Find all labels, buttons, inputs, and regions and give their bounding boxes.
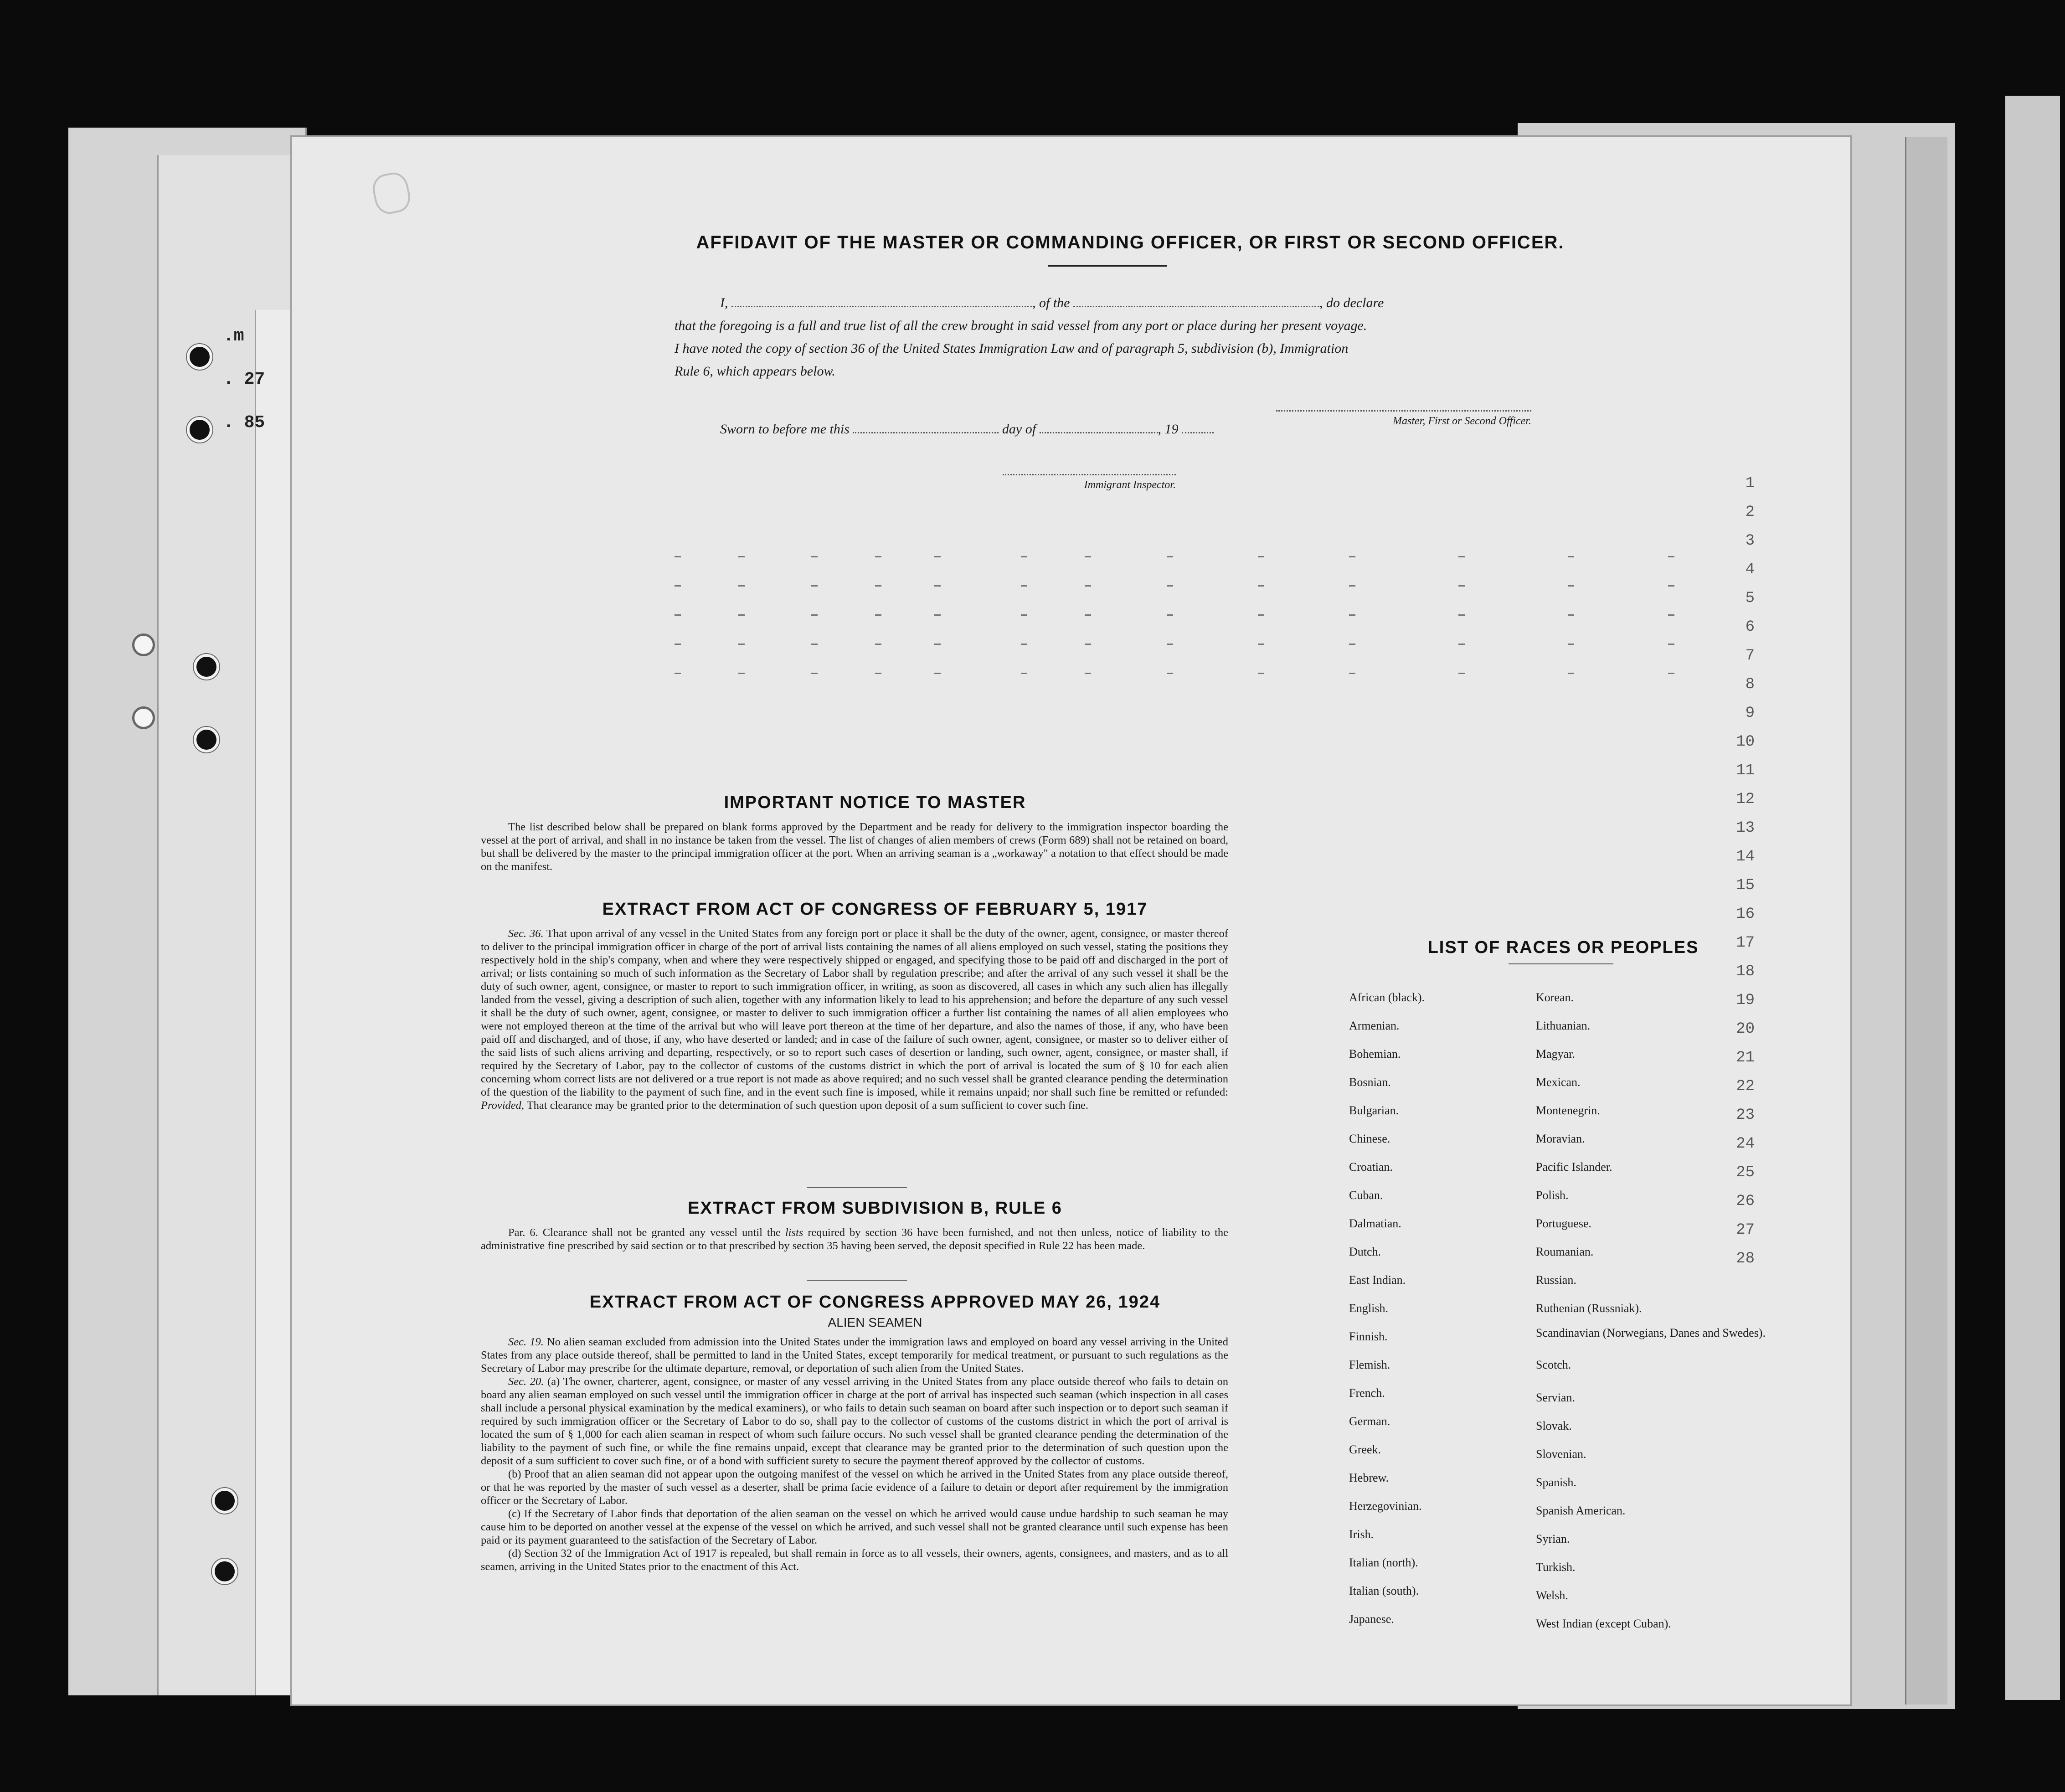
faint-row-number: 8 [1745,676,1755,693]
notice-paragraph: The list described below shall be prepared on blank forms approved by the Department and be ready for delivery to the immigration inspector boarding the vessel at the port of arrival, and shall in no instance be taken from the vessel. The list of changes of alien members of crews (Form 689) shall not be retained on board, but shall be delivered by the master to the principal immigration officer at the port. When an arriving seaman is a „workaway" a notation to that effect should be made on the manifest. [481,821,1228,873]
faint-row-number: 27 [1736,1221,1755,1239]
section-36-text: That upon arrival of any vessel in the United States from any foreign port or place it shall be the duty of the owner, agent, consignee, or master thereof to deliver to the principal immigration officer in charge of the port of arrival lists containing the names of all aliens employed on such vessel, stating the positions they respectively hold in the ship's company, when and where they were respectively shipped or engaged, and specifying those to be paid off and discharged in the port of arrival; or lists containing so much of such information as the Secretary of Labor shall by regulation prescribe; and after the arrival of any such vessel it shall be the duty of such owner, agent, consignee, or master to report to such immigration officer, in writing, as soon as discovered, all cases in which any such alien has illegally landed from the vessel, giving a description of such alien, together with any information likely to lead to his apprehension; and before the departure of any such vessel it shall be the duty of such owner, agent, consignee, or master to deliver to such immigration officer a further list containing the names of all alien employees who were not employed thereon at the time of the arrival but who will leave port thereon at the time of her departure, and also the names of those, if any, who have been paid off and discharged, and of those, if any, who have deserted or landed; and in case of the failure of such owner, agent, consignee, or master so to deliver either of the said lists of such aliens arriving and departing, respectively, or so to report such cases of desertion or landing, such owner, agent, consignee, or master shall, if required by the Secretary of Labor, pay to the collector of customs of the customs district in which the port of arrival is located the sum of § 10 for each alien concerning whom correct lists are not delivered or a true report is not made as above required; and no such vessel shall be granted clearance pending the determination of the question of the liability to the payment of such fine, and in the event such fine is imposed, while it remains unpaid; nor shall such fine be remitted or refunded: [481,927,1229,1098]
affidavit-do-declare: , do declare [1319,295,1384,310]
race-item: French. [1349,1386,1385,1400]
race-item: Polish. [1536,1189,1569,1202]
section-divider [807,1187,907,1188]
ditto-dash [875,673,881,674]
ditto-dash [1349,585,1355,587]
faint-row-number: 4 [1745,561,1755,578]
faint-row-number: 12 [1736,791,1755,808]
ditto-dash [1167,614,1173,616]
stub-label: .m [223,326,244,346]
section-19-text: No alien seaman excluded from admission into the United States under the immigration laws and employed on board any vessel arriving in the United States from any place outside thereof, shall be permitted to land in the United States, except temporarily for medical treatment, or pursuant to such regulations as the Secretary of Labor may prescribe for the ultimate departure, removal, or deportation of such alien from the United States. [481,1336,1229,1375]
ditto-dash [1167,585,1173,587]
ditto-dash [675,585,681,587]
race-item: Servian. [1536,1391,1575,1404]
faint-row-number: 2 [1745,504,1755,521]
ditto-mark-grid [675,556,1791,738]
ditto-dash [875,644,881,645]
title-rule [1048,265,1167,267]
race-item: African (black). [1349,991,1425,1004]
ditto-dash [1568,556,1574,557]
affidavit-i: I, [720,295,728,310]
punch-hole-icon [132,633,155,656]
ditto-dash [811,585,818,587]
race-item: Finnish. [1349,1330,1388,1343]
ditto-dash [675,556,681,557]
ditto-dash [1167,673,1173,674]
race-item: Italian (south). [1349,1584,1419,1597]
faint-row-number: 9 [1745,705,1755,722]
punch-hole-icon [212,1488,237,1514]
ditto-dash [1258,614,1264,616]
race-item: Spanish. [1536,1476,1576,1489]
race-item: Roumanian. [1536,1245,1594,1258]
punch-hole-icon [132,706,155,729]
faint-row-number: 1 [1745,475,1755,492]
faint-row-number: 11 [1736,762,1755,779]
ditto-dash [811,556,818,557]
ditto-dash [1258,644,1264,645]
affidavit-line-3: I have noted the copy of section 36 of the United States Immigration Law and of paragraph 5, subdivision (b), Immigration [675,341,1349,356]
ditto-dash [1258,673,1264,674]
faint-row-number: 22 [1736,1078,1755,1095]
sworn-year-blank[interactable] [1182,432,1214,433]
ditto-dash [1258,556,1264,557]
faint-row-number: 20 [1736,1020,1755,1038]
race-item: Flemish. [1349,1358,1390,1371]
race-item: Pacific Islander. [1536,1160,1612,1174]
ditto-dash [738,673,745,674]
race-item: Russian. [1536,1273,1576,1287]
race-item: Bohemian. [1349,1047,1401,1061]
rule6-lists-word: lists [785,1226,803,1239]
ditto-dash [1458,556,1465,557]
ditto-dash [675,644,681,645]
faint-row-number: 6 [1745,618,1755,636]
sworn-line [720,422,1214,437]
section-36-paragraph [481,927,1228,1112]
race-item: Dutch. [1349,1245,1381,1258]
inspector-signature [1003,474,1176,491]
notice-text [481,820,1228,873]
provided-word: Provided, [481,1099,525,1112]
name-blank[interactable] [731,306,1032,307]
stub-label: . 85 [223,413,265,433]
ditto-dash [1568,673,1574,674]
ditto-dash [1349,644,1355,645]
race-item: Portuguese. [1536,1217,1592,1230]
ditto-dash [875,556,881,557]
race-item: Turkish. [1536,1560,1576,1574]
punch-hole-icon [212,1559,237,1584]
ditto-dash [738,614,745,616]
stub-label: . 27 [223,370,265,389]
race-item: Montenegrin. [1536,1104,1600,1117]
ditto-dash [1021,644,1027,645]
faint-row-number: 19 [1736,992,1755,1009]
ditto-dash [1668,585,1674,587]
ditto-dash [738,585,745,587]
ditto-dash [1021,556,1027,557]
section-20a-text: (a) The owner, charterer, agent, consignee, or master of any vessel arriving in the United States from any place outside thereof who fails to detain on board any alien seaman employed on such vessel until the immigration officer in charge at the port of arrival has inspected such seaman (which inspection in all cases shall include a personal physical examination by the medical examiners), or who fails to detain such seaman on board after such inspection or to deport such seaman if required by such immigration officer or the Secretary of Labor to do so, shall pay to the collector of customs of the customs district in which the port of arrival is located the sum of § 1,000 for each alien seaman in respect of whom such failure occurs. No such vessel shall be granted clearance pending the determination of the liability to the payment of such fine, or while the fine remains unpaid, except that clearance may be granted prior to the determination of such question upon the deposit of a sum sufficient to cover such fine, or of a bond with sufficient surety to secure the payment thereof approved by the collector of customs. [481,1375,1229,1467]
race-item: Hebrew. [1349,1471,1389,1484]
section-20b-paragraph: (b) Proof that an alien seaman did not appear upon the outgoing manifest of the vessel on which he arrived in the United States from any place outside thereof, or that he was reported by the master of such vessel as a deserter, shall be prima facie evidence of a failure to detain or deport after requirement by the immigration officer or the Secretary of Labor. [481,1468,1228,1507]
rule6-text-a: Par. 6. Clearance shall not be granted any vessel until the [508,1226,781,1239]
extract-1924-text [481,1335,1228,1573]
race-item: Syrian. [1536,1532,1570,1545]
rule6-text-b: required by section 36 have been furnished, and not then unless, notice of liability to the administrative fine prescribed by said section or to that prescribed by section 35 having been served, the deposit specified in Rule 22 has been made. [481,1226,1229,1252]
race-item: Bulgarian. [1349,1104,1399,1117]
sworn-label: Sworn to before me this [720,422,850,437]
affidavit-title: AFFIDAVIT OF THE MASTER OR COMMANDING OFFICER, OR FIRST OR SECOND OFFICER. [696,232,1565,252]
race-item: Welsh. [1536,1589,1568,1602]
section-36-proviso: That clearance may be granted prior to the determination of such question upon deposit of a sum sufficient to cover such fine. [526,1099,1089,1112]
alien-seamen-subtitle: ALIEN SEAMEN [828,1315,922,1329]
faint-row-number: 14 [1736,848,1755,865]
faint-row-number: 7 [1745,647,1755,664]
faint-row-number: 3 [1745,532,1755,550]
punch-hole-icon [187,417,212,443]
race-item: Armenian. [1349,1019,1400,1032]
race-item: Dalmatian. [1349,1217,1401,1230]
ditto-dash [1167,644,1173,645]
section-20c-paragraph: (c) If the Secretary of Labor finds that deportation of the alien seaman on the vessel on which he arrived would cause undue hardship to such seaman he may cause him to be deported on another vessel at the expense of the vessel on which he arrived, and such vessel shall not be granted clearance until such expense has been paid or its payment guaranteed to the satisfaction of the Secretary of Labor. [481,1508,1228,1546]
extract-1917-title: EXTRACT FROM ACT OF CONGRESS OF FEBRUARY 5, 1917 [602,900,1148,919]
race-item: English. [1349,1302,1388,1315]
race-item: Irish. [1349,1528,1374,1541]
sworn-year: , 19 [1158,422,1179,437]
race-item: Slovak. [1536,1419,1572,1432]
punch-hole-icon [187,344,212,370]
ditto-dash [1085,556,1091,557]
race-item: Italian (north). [1349,1556,1418,1569]
ditto-dash [1021,673,1027,674]
faint-row-number: 16 [1736,906,1755,923]
notice-title: IMPORTANT NOTICE TO MASTER [724,793,1026,812]
ditto-dash [1021,614,1027,616]
ditto-dash [1668,556,1674,557]
races-column-left [1349,984,1540,1633]
ditto-dash [811,644,818,645]
ditto-dash [934,556,941,557]
vessel-blank[interactable] [1073,306,1319,307]
race-item: Greek. [1349,1443,1381,1456]
section-20-tag: Sec. 20. [508,1375,544,1388]
extract-1917-text [481,927,1228,1112]
race-item: Chinese. [1349,1132,1390,1145]
faint-row-number: 5 [1745,590,1755,607]
inspector-signature-label: Immigrant Inspector. [1084,479,1176,491]
ditto-dash [1668,644,1674,645]
race-item: Bosnian. [1349,1076,1391,1089]
race-item: West Indian (except Cuban). [1536,1617,1671,1630]
ditto-dash [934,673,941,674]
faint-row-number: 13 [1736,819,1755,837]
race-item: Korean. [1536,991,1574,1004]
right-page-edge [1905,137,1947,1704]
ditto-dash [1258,585,1264,587]
ditto-dash [1021,585,1027,587]
ditto-dash [1085,644,1091,645]
ditto-dash [675,614,681,616]
ditto-dash [1568,614,1574,616]
race-item: Japanese. [1349,1612,1394,1626]
affidavit-line-4: Rule 6, which appears below. [675,364,835,379]
ditto-dash [1085,673,1091,674]
ditto-dash [738,556,745,557]
section-19-paragraph [481,1335,1228,1375]
ditto-dash [738,644,745,645]
ditto-dash [1349,673,1355,674]
ditto-dash [811,673,818,674]
section-36-tag: Sec. 36. [508,927,544,940]
section-19-tag: Sec. 19. [508,1336,544,1348]
affidavit-line-1 [675,292,1522,314]
ditto-dash [934,644,941,645]
affidavit-of-the: , of the [1032,295,1070,310]
ditto-dash [1458,614,1465,616]
ditto-dash [1668,614,1674,616]
ditto-dash [1568,644,1574,645]
race-item: Croatian. [1349,1160,1393,1174]
ditto-dash [875,614,881,616]
race-item: Slovenian. [1536,1447,1586,1461]
ditto-dash [1458,673,1465,674]
race-item: East Indian. [1349,1273,1406,1287]
sworn-day-blank[interactable] [853,432,999,433]
affidavit-line-2: that the foregoing is a full and true list of all the crew brought in said vessel from any port or place during her present voyage. [675,318,1367,333]
extract-rule6-title: EXTRACT FROM SUBDIVISION B, RULE 6 [688,1199,1062,1218]
ditto-dash [1085,614,1091,616]
right-binder-strip [2005,96,2060,1700]
ditto-dash [1349,556,1355,557]
race-item: Magyar. [1536,1047,1575,1061]
inspector-signature-line[interactable] [1003,474,1176,475]
ditto-dash [1085,585,1091,587]
race-item: Cuban. [1349,1189,1383,1202]
sworn-day-of: day of [1002,422,1036,437]
faint-row-number: 25 [1736,1164,1755,1181]
ditto-dash [875,585,881,587]
race-item: Mexican. [1536,1076,1581,1089]
master-signature [1276,410,1531,427]
ditto-dash [1568,585,1574,587]
race-item: German. [1349,1415,1390,1428]
master-signature-line[interactable] [1276,410,1531,412]
ditto-dash [1668,673,1674,674]
extract-rule6-text [481,1226,1228,1252]
faint-row-number: 17 [1736,934,1755,952]
section-20a-paragraph [481,1375,1228,1468]
master-signature-label: Master, First or Second Officer. [1393,415,1531,427]
faint-row-number: 10 [1736,733,1755,751]
ditto-dash [1458,644,1465,645]
rule6-paragraph [481,1226,1228,1252]
race-item: Moravian. [1536,1132,1585,1145]
faint-row-number: 18 [1736,963,1755,980]
faint-row-number: 23 [1736,1107,1755,1124]
faint-row-number: 26 [1736,1193,1755,1210]
punch-hole-icon [194,654,219,680]
races-title-rule [1509,963,1613,964]
affidavit-body [675,292,1522,383]
ditto-dash [1349,614,1355,616]
race-item: Scandinavian (Norwegians, Danes and Swedes). [1536,1326,1766,1339]
race-item: Ruthenian (Russniak). [1536,1302,1642,1315]
faint-row-number: 24 [1736,1135,1755,1153]
race-item: Spanish American. [1536,1504,1626,1517]
race-item: Scotch. [1536,1358,1571,1371]
ditto-dash [934,585,941,587]
punch-hole-icon [194,727,219,752]
section-divider [807,1280,907,1281]
races-title: LIST OF RACES OR PEOPLES [1427,938,1699,957]
ditto-dash [934,614,941,616]
section-20d-paragraph: (d) Section 32 of the Immigration Act of 1917 is repealed, but shall remain in force as to all vessels, their owners, agents, consignees, and masters, and as to all seamen, arriving in the United States prior to the enactment of this Act. [481,1547,1228,1573]
ditto-dash [1458,585,1465,587]
extract-1924-title: EXTRACT FROM ACT OF CONGRESS APPROVED MAY 26, 1924 [589,1293,1161,1312]
sworn-month-blank[interactable] [1040,432,1158,433]
ditto-dash [811,614,818,616]
ditto-dash [675,673,681,674]
race-item: Herzegovinian. [1349,1499,1422,1513]
faint-row-number: 21 [1736,1049,1755,1066]
faint-row-number: 28 [1736,1250,1755,1267]
ditto-dash [1167,556,1173,557]
faint-row-number: 15 [1736,877,1755,894]
race-item: Lithuanian. [1536,1019,1591,1032]
